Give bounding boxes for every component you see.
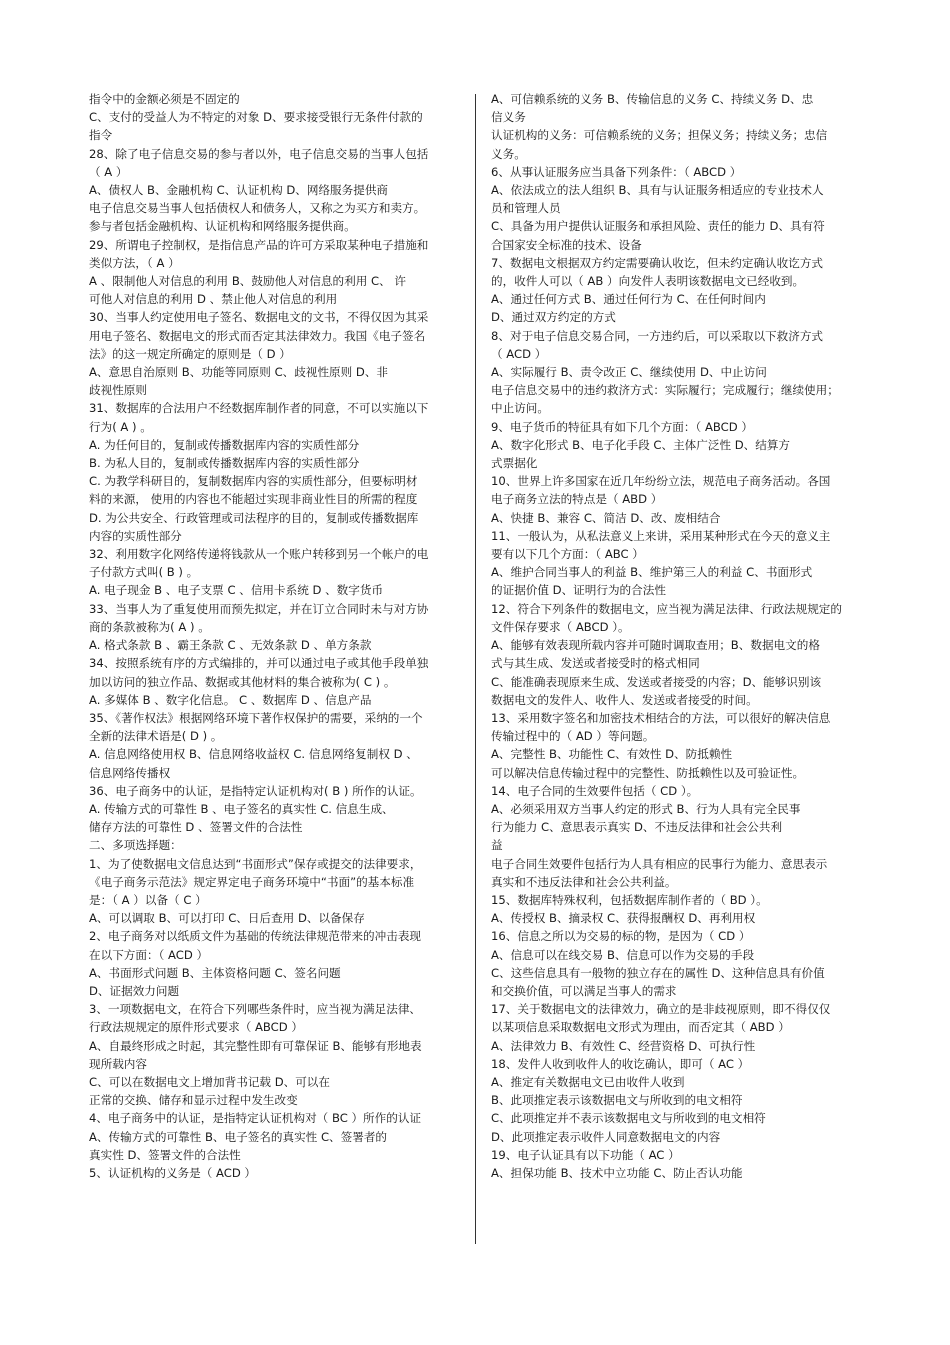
text-line: A、推定有关数据电文已由收件人收到 [491, 1074, 685, 1089]
text-line: 5、认证机构的义务是（ ACD ） [89, 1165, 257, 1180]
text-line: D、证据效力问题 [89, 983, 180, 998]
text-line: 29、所谓电子控制权，是指信息产品的许可方采取某种电子措施和 [89, 237, 429, 252]
text-line: 参与者包括金融机构、认证机构和网络服务提供商。 [89, 219, 356, 234]
text-line: A. 格式条款 B 、霸王条款 C 、无效条款 D 、单方条款 [89, 638, 372, 653]
text-line: C、能准确表现原来生成、发送或者接受的内容；D、能够识别该 [491, 674, 822, 689]
text-line: 电子商务立法的特点是（ ABD ） [491, 492, 663, 507]
text-line: 8、对于电子信息交易合同，一方违约后，可以采取以下救济方式 [491, 328, 824, 343]
text-line: A、信息可以在线交易 B、信息可以作为交易的手段 [491, 947, 755, 962]
text-line: A、担保功能 B、技术中立功能 C、防止否认功能 [491, 1165, 743, 1180]
text-line: 30、当事人约定使用电子签名、数据电文的文书，不得仅因为其采 [89, 310, 429, 325]
text-line: 9、电子货币的特征具有如下几个方面：（ ABCD ） [491, 419, 753, 434]
text-line: 13、采用数字签名和加密技术相结合的方法，可以很好的解决信息 [491, 710, 831, 725]
text-line: 和交换价值，可以满足当事人的需求 [491, 983, 677, 998]
text-line: A、实际履行 B、责令改正 C、继续使用 D、中止访问 [491, 365, 767, 380]
text-line: C、具备为用户提供认证服务和承担风险、责任的能力 D、具有符 [491, 219, 825, 234]
text-line: 员和管理人员 [491, 201, 561, 216]
text-line: 要有以下几个方面：（ ABC ） [491, 547, 644, 562]
text-line: 全新的法律术语是( D ) 。 [89, 729, 223, 744]
text-line: A、通过任何方式 B、通过任何行为 C、在任何时间内 [491, 292, 766, 307]
text-line: 14、电子合同的生效要件包括（ CD ）。 [491, 783, 699, 798]
text-line: 真实性 D、签署文件的合法性 [89, 1147, 241, 1162]
text-line: 子付款方式叫( B ) 。 [89, 565, 199, 580]
text-line: A. 传输方式的可靠性 B 、电子签名的真实性 C. 信息生成、 [89, 801, 394, 816]
text-line: 19、电子认证具有以下功能（ AC ） [491, 1147, 680, 1162]
text-line: 7、数据电文根据双方约定需要确认收讫，但未约定确认收讫方式 [491, 255, 824, 270]
text-line: 合国家安全标准的技术、设备 [491, 237, 642, 252]
text-line: 10、世界上许多国家在近几年纷纷立法，规范电子商务活动。各国 [491, 474, 831, 489]
text-line: 信息网络传播权 [89, 765, 171, 780]
text-line: 的，收件人可以（ AB ）向发件人表明该数据电文已经收到。 [491, 274, 805, 289]
text-line: 32、利用数字化网络传递将钱款从一个账户转移到另一个帐户的电 [89, 547, 429, 562]
text-line: A、依法成立的法人组织 B、具有与认证服务相适应的专业技术人 [491, 183, 824, 198]
text-line: （ ACD ） [491, 346, 547, 361]
text-line: 内容的实质性部分 [89, 528, 182, 543]
text-line: 3、一项数据电文，在符合下列哪些条件时，应当视为满足法律、 [89, 1002, 422, 1017]
text-line: 18、发件人收到收件人的收讫确认，即可（ AC ） [491, 1056, 750, 1071]
text-line: 式与其生成、发送或者接受时的格式相同 [491, 656, 700, 671]
text-line: 式票据化 [491, 456, 538, 471]
text-line: 4、电子商务中的认证，是指特定认证机构对（ BC ）所作的认证 [89, 1111, 422, 1126]
text-line: 11、一般认为，从私法意义上来讲，采用某种形式在今天的意义主 [491, 528, 831, 543]
text-line: 是：（ A ）以备（ C ） [89, 892, 207, 907]
text-line: 可他人对信息的利用 D 、禁止他人对信息的利用 [89, 292, 338, 307]
text-line: 31、数据库的合法用户不经数据库制作者的同意，不可以实施以下 [89, 401, 429, 416]
text-line: 储存方法的可靠性 D 、签署文件的合法性 [89, 820, 303, 835]
text-line: C、可以在数据电文上增加背书记载 D、可以在 [89, 1074, 330, 1089]
text-line: 正常的交换、储存和显示过程中发生改变 [89, 1093, 298, 1108]
text-line: A、可信赖系统的义务 B、传输信息的义务 C、持续义务 D、忠 [491, 92, 814, 106]
text-line: 传输过程中的（ AD ）等问题。 [491, 729, 655, 744]
text-line: 28、除了电子信息交易的参与者以外，电子信息交易的当事人包括 [89, 146, 429, 161]
text-line: A、债权人 B、金融机构 C、认证机构 D、网络服务提供商 [89, 183, 389, 198]
text-line: 用电子签名、数据电文的形式而否定其法律效力。我国《电子签名 [89, 328, 426, 343]
text-line: 歧视性原则 [89, 383, 147, 398]
text-line: 12、符合下列条件的数据电文，应当视为满足法律、行政法规规定的 [491, 601, 842, 616]
text-line: 电子合同生效要件包括行为人具有相应的民事行为能力、意思表示 [491, 856, 828, 871]
text-line: 中止访问。 [491, 401, 549, 416]
text-line: 2、电子商务对以纸质文件为基础的传统法律规范带来的冲击表现 [89, 929, 422, 944]
text-line: 17、关于数据电文的法律效力，确立的是非歧视原则，即不得仅仅 [491, 1002, 831, 1017]
text-line: A、书面形式问题 B、主体资格问题 C、签名问题 [89, 965, 341, 980]
text-line: 二、多项选择题： [89, 838, 182, 853]
text-line: C、这些信息具有一般物的独立存在的属性 D、这种信息具有价值 [491, 965, 825, 980]
text-line: A 、限制他人对信息的利用 B、鼓励他人对信息的利用 C、 许 [89, 274, 406, 289]
text-line: 34、按照系统有序的方式编排的，并可以通过电子或其他手段单独 [89, 656, 429, 671]
text-line: C. 为教学科研目的，复制数据库内容的实质性部分，但要标明材 [89, 474, 418, 489]
text-line: 33、当事人为了重复使用而预先拟定，并在订立合同时未与对方协 [89, 601, 429, 616]
text-line: 指令中的金额必须是不固定的 [89, 92, 240, 106]
text-line: D、此项推定表示收件人同意数据电文的内容 [491, 1129, 721, 1144]
text-line: A、能够有效表现所载内容并可随时调取查用；B、数据电文的格 [491, 638, 820, 653]
text-line: 类似方法，（ A ） [89, 255, 180, 270]
text-line: 的证据价值 D、证明行为的合法性 [491, 583, 666, 598]
text-line: A、可以调取 B、可以打印 C、日后查用 D、以备保存 [89, 911, 365, 926]
text-line: 《电子商务示范法》规定界定电子商务环境中“书面”的基本标准 [89, 874, 415, 889]
text-line: A、数字化形式 B、电子化手段 C、主体广泛性 D、结算方 [491, 437, 791, 452]
text-line: D. 为公共安全、行政管理或司法程序的目的，复制或传播数据库 [89, 510, 419, 525]
text-line: 信义务 [491, 110, 526, 125]
text-line: 可以解决信息传输过程中的完整性、防抵赖性以及可验证性。 [491, 765, 805, 780]
text-line: A、快捷 B、兼容 C、简洁 D、改、废相结合 [491, 510, 721, 525]
text-line: A、维护合同当事人的利益 B、维护第三人的利益 C、书面形式 [491, 565, 813, 580]
text-line: 电子信息交易当事人包括债权人和债务人，又称之为买方和卖方。 [89, 201, 426, 216]
text-line: 真实和不违反法律和社会公共利益。 [491, 874, 677, 889]
text-line: 以某项信息采取数据电文形式为理由，而否定其（ ABD ） [491, 1020, 790, 1035]
text-line: 行政法规规定的原件形式要求（ ABCD ） [89, 1020, 303, 1035]
text-line: D、通过双方约定的方式 [491, 310, 616, 325]
text-line: 益 [491, 838, 503, 853]
text-line: 36、电子商务中的认证，是指特定认证机构对( B ) 所作的认证。 [89, 783, 422, 798]
text-line: 现所载内容 [89, 1056, 147, 1071]
text-line: A. 多媒体 B 、数字化信息。 C 、数据库 D 、信息产品 [89, 692, 372, 707]
text-line: A、传输方式的可靠性 B、电子签名的真实性 C、签署者的 [89, 1129, 388, 1144]
text-line: 15、数据库特殊权利，包括数据库制作者的（ BD ）。 [491, 892, 768, 907]
text-line: A、法律效力 B、有效性 C、经营资格 D、可执行性 [491, 1038, 756, 1053]
text-line: 35、《著作权法》根据网络环境下著作权保护的需要，采纳的一个 [89, 710, 423, 725]
text-line: A. 电子现金 B 、电子支票 C 、信用卡系统 D 、数字货币 [89, 583, 384, 598]
text-line: 指令 [89, 128, 113, 143]
text-line: 6、从事认证服务应当具备下列条件：（ ABCD ） [491, 164, 742, 179]
text-line: B. 为私人目的，复制或传播数据库内容的实质性部分 [89, 456, 360, 471]
text-line: 义务。 [491, 146, 526, 161]
text-line: C、支付的受益人为不特定的对象 D、要求接受银行无条件付款的 [89, 110, 423, 125]
text-line: 行为能力 C、意思表示真实 D、不违反法律和社会公共利 [491, 820, 783, 835]
text-line: 电子信息交易中的违约救济方式：实际履行；完成履行；继续使用； [491, 383, 839, 398]
text-line: 法》的这一规定所确定的原则是（ D ） [89, 346, 291, 361]
text-line: B、此项推定表示该数据电文与所收到的电文相符 [491, 1093, 743, 1108]
text-line: 商的条款被称为( A ) 。 [89, 619, 210, 634]
text-line: A、自最终形成之时起，其完整性即有可靠保证 B、能够有形地表 [89, 1038, 422, 1053]
text-line: A、必须采用双方当事人约定的形式 B、行为人具有完全民事 [491, 801, 801, 816]
right-column [491, 90, 863, 1182]
text-line: A、意思自治原则 B、功能等同原则 C、歧视性原则 D、非 [89, 365, 389, 380]
text-line: A. 为任何目的，复制或传播数据库内容的实质性部分 [89, 437, 360, 452]
text-line: C、此项推定并不表示该数据电文与所收到的电文相符 [491, 1111, 766, 1126]
text-line: 认证机构的义务：可信赖系统的义务；担保义务；持续义务；忠信 [491, 128, 828, 143]
text-line: A、传授权 B、摘录权 C、获得报酬权 D、再利用权 [491, 911, 756, 926]
text-line: 1、为了使数据电文信息达到“书面形式”保存或提交的法律要求， [89, 856, 422, 871]
text-line: 在以下方面：（ ACD ） [89, 947, 209, 962]
column-divider [475, 94, 476, 1244]
text-line: 16、信息之所以为交易的标的物，是因为（ CD ） [491, 929, 751, 944]
text-line: A. 信息网络使用权 B、信息网络收益权 C. 信息网络复制权 D 、 [89, 747, 418, 762]
text-line: 数据电文的发件人、收件人、发送或者接受的时间。 [491, 692, 758, 707]
text-line: 加以访问的独立作品、数据或其他材料的集合被称为( C ) 。 [89, 674, 396, 689]
text-line: 文件保存要求（ ABCD ）。 [491, 619, 630, 634]
left-column [89, 90, 459, 1182]
text-line: 料的来源， 使用的内容也不能超过实现非商业性目的所需的程度 [89, 492, 418, 507]
text-line: （ A ） [89, 164, 128, 179]
text-line: A、完整性 B、功能性 C、有效性 D、防抵赖性 [491, 747, 733, 762]
text-line: 行为( A ) 。 [89, 419, 152, 434]
